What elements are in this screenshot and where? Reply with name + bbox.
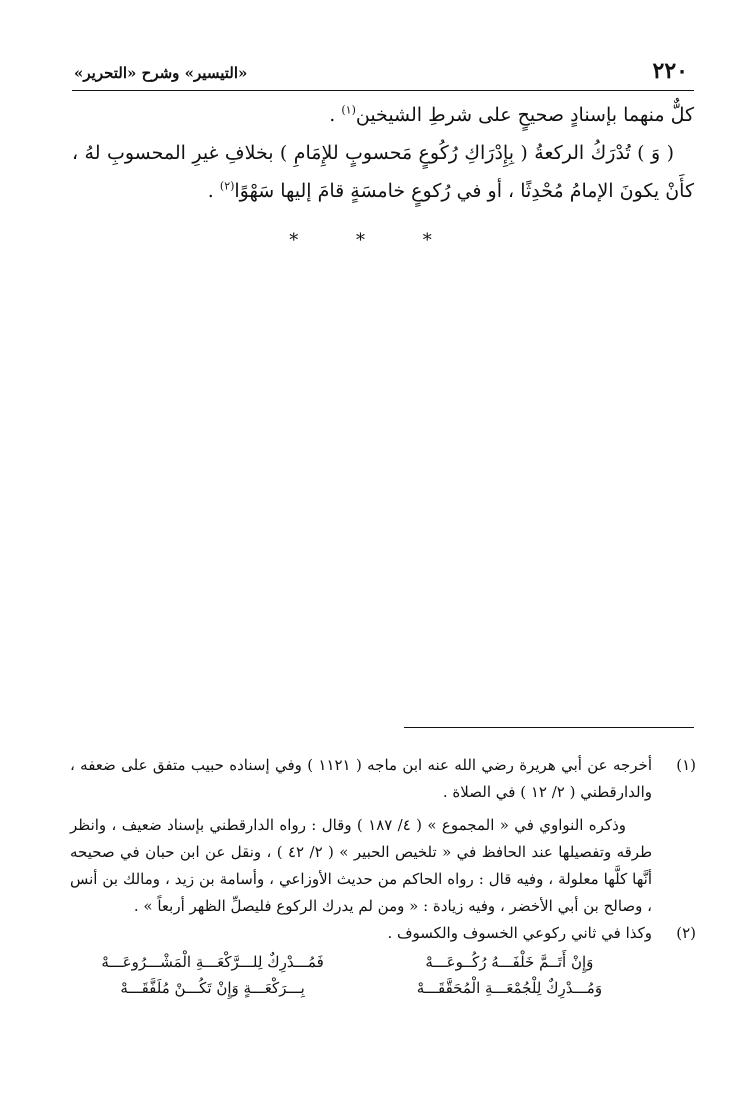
footnote-2-paragraph-1: وكذا في ثاني ركوعي الخسوف والكسوف .: [387, 924, 652, 942]
page-number: ٢٢٠: [652, 58, 688, 84]
main-paragraph-1-end: .: [329, 104, 342, 126]
footnote-1-paragraph-1: أخرجه عن أبي هريرة رضي الله عنه ابن ماجه ( ١١٢١ ) وفي إسناده حبيب متفق على ضعفه ، والدارقطني ( ٢/ ١٢ ) في الصلاة .: [70, 756, 652, 801]
main-paragraph-2-text: ( وَ ) تُدْرَكُ الركعةُ ( بِإِدْرَاكِ رُكُوعٍ مَحسوبٍ للإِمَامِ ) بخلافِ غيرِ المحسوبِ لهُ ، كأَنْ يكونَ الإمامُ مُحْدِثًا ، أو في رُكوعٍ خامسَةٍ قامَ إليها سَهْوًا: [72, 142, 694, 202]
verse-line-1-first-hemistich: وَإِنْ أَتَــمَّ خَلْفَـــهُ رُكُــوعَـــهْ: [425, 953, 594, 971]
verse: [70, 949, 652, 1001]
main-text: [72, 96, 694, 210]
page-header: [72, 58, 694, 88]
main-paragraph-1-text: كلٌّ منهما بإسنادٍ صحيحٍ على شرطِ الشيخين: [355, 104, 694, 126]
verse-line-1-second-hemistich: فَمُـــدْرِكٌ لِلـــرَّكْعَـــةِ الْمَشْـــرُوعَـــهْ: [101, 953, 324, 971]
footnote-1: [70, 752, 696, 920]
verse-line-2: [70, 975, 652, 1001]
footnote-2: [70, 920, 696, 1001]
section-separator: * * *: [289, 230, 458, 251]
verse-line-2-first-hemistich: وَمُـــدْرِكٌ لِلْجُمْعَـــةِ الْمُحَقَّقَـــهْ: [416, 979, 603, 997]
main-paragraph-2-end: .: [207, 180, 220, 202]
header-rule: [72, 90, 694, 91]
main-paragraph-2: [72, 134, 694, 210]
footnote-rule: [404, 727, 694, 728]
footnote-ref-2: (٢): [219, 179, 235, 193]
running-title: «التيسير» وشرح «التحرير»: [74, 64, 248, 82]
footnote-1-number: (١): [676, 756, 696, 774]
footnotes: [70, 752, 696, 1001]
verse-line-1: [70, 949, 652, 975]
footnote-1-paragraph-2: وذكره النواوي في « المجموع » ( ٤/ ١٨٧ ) وقال : رواه الدارقطني بإسناد ضعيف ، وانظر طرقه وتفصيلها عند الحافظ في « تلخيص الحبير » ( ٢/ ٤٢ ) ، ونقل عن ابن حبان في صحيحه أنَّها كلَّها معلولة ، وفيه قال : رواه الحاكم من حديث الأوزاعي ، وأسامة بن زيد ، ومالك بن أنس ، وصالح بن أبي الأخضر ، وفيه زيادة : « ومن لم يدرك الركوع فليصلِّ الظهر أربعاً » .: [70, 816, 653, 915]
main-paragraph-1: [72, 96, 694, 134]
verse-line-2-second-hemistich: بِـــرَكْعَـــةٍ وَإِنْ تَكُـــنْ مُلَفَّقَـــهْ: [120, 979, 305, 997]
footnote-ref-1: (١): [341, 103, 356, 117]
footnote-2-number: (٢): [676, 924, 696, 942]
